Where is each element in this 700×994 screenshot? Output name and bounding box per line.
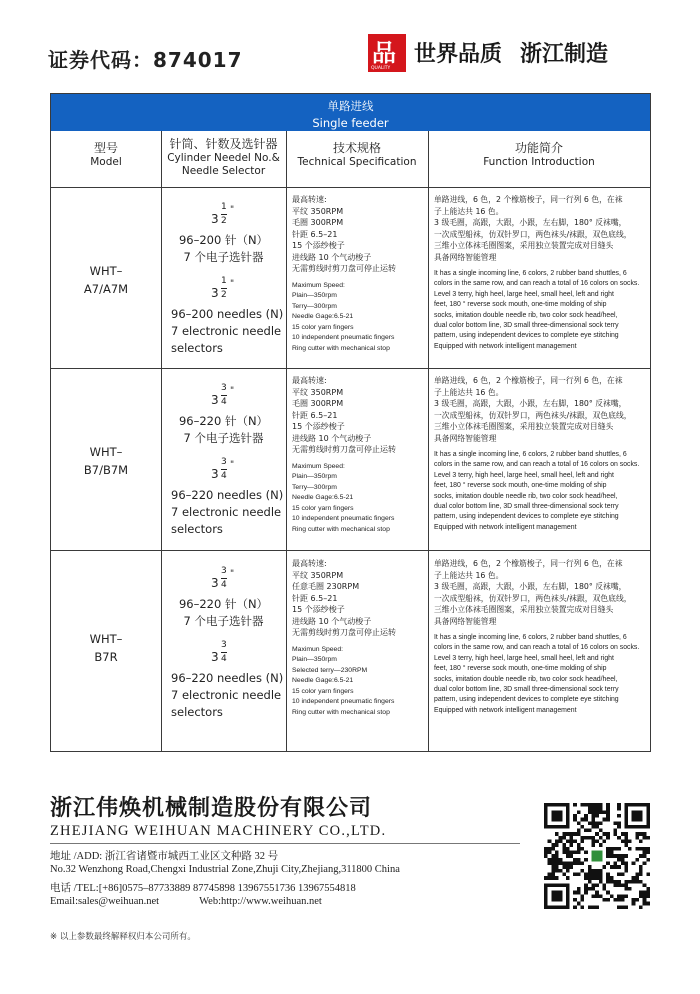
fraction-whole: 3 (211, 393, 219, 407)
function-line: colors in the same row, and can reach a total of 16 colors on socks. (434, 280, 640, 288)
logo-char: 品 (372, 39, 396, 67)
spec-line: 10 independent pneumatic fingers (292, 698, 395, 705)
spec-line: Maximum Speed: (292, 462, 345, 470)
logo-sub: QUALITY (371, 66, 391, 71)
company-name-en: ZHEJIANG WEIHUAN MACHINERY CO.,LTD. (50, 823, 387, 839)
spec-line: Ring cutter with mechanical stop (292, 344, 390, 352)
row-divider (51, 187, 650, 188)
needle-count-en: 96–220 needles (N) (171, 488, 284, 502)
model-line: WHT– (89, 632, 123, 646)
address-en: No.32 Wenzhong Road,Chengxi Industrial Zone,Zhuji City,Zhejiang,311800 China (50, 864, 400, 875)
spec-cell (292, 194, 426, 354)
spec-line: 毛圈 300RPM (292, 399, 344, 408)
column-header-zh: 针筒、针数及选针器 (169, 137, 278, 151)
function-line: 一次成型船袜，仿双针罗口，两色袜头/袜跟，双色底线， (434, 229, 632, 239)
selector-count-en: 7 electronic needle (171, 324, 282, 338)
function-cell (434, 194, 646, 352)
spec-line: 平纹 350RPM (292, 206, 344, 216)
function-line: 三维小立体袜毛圈图案，采用独立装置完成对目缝头 (434, 605, 614, 614)
spec-line: 15 color yarn fingers (292, 687, 354, 695)
fraction-numerator: 3 (221, 383, 227, 393)
spec-line: 无需剪线时剪刀盘可停止运转 (292, 264, 396, 273)
function-line: 一次成型船袜，仿双针罗口，两色袜头/袜跟，双色底线， (434, 593, 632, 603)
function-line: It has a single incoming line, 6 colors, 2 rubber band shuttles, 6 (434, 270, 627, 277)
function-line: 单路进线，6 色，2 个橡筋梭子，同一行列 6 色，在袜 (434, 195, 623, 204)
column-header-en: Cylinder Needel No.& (167, 152, 280, 164)
function-line: colors in the same row, and can reach a total of 16 colors on socks. (434, 644, 640, 652)
banner-title-en: Single feeder (312, 116, 389, 130)
needle-count-en: 96–220 needles (N) (171, 671, 284, 685)
function-line: dual color bottom line, 3D small three-dimensional sock terry (434, 503, 619, 511)
contact-links (50, 896, 322, 907)
spec-line: 15 个添纱梭子 (292, 241, 345, 250)
function-line: 子上能达共 16 色。 (434, 570, 504, 580)
selector-count-en: selectors (171, 705, 223, 719)
fraction-whole: 3 (211, 576, 219, 590)
inch-mark: " (230, 205, 235, 215)
banner-title-zh: 单路进线 (327, 99, 374, 113)
function-line: Level 3 terry, high heel, large heel, small heel, left and right (434, 471, 614, 479)
spec-line: 无需剪线时剪刀盘可停止运转 (292, 445, 396, 454)
spec-line: 10 independent pneumatic fingers (292, 515, 395, 522)
function-line: socks, imitation double needle rib, two color sock head/heel, (434, 675, 618, 683)
function-line: pattern, using independent devices to complete eye stitching (434, 332, 619, 340)
selector-count-zh: 7 个电子选针器 (183, 250, 264, 264)
table-banner (51, 94, 650, 131)
cylinder-size (161, 640, 286, 670)
spec-line: 最高转速: (292, 195, 327, 204)
spec-line: 平纹 350RPM (292, 387, 344, 397)
spec-line: Plain—350rpm (292, 656, 337, 663)
column-header-zh: 型号 (93, 141, 118, 155)
function-line: Level 3 terry, high heel, large heel, small heel, left and right (434, 290, 614, 298)
spec-line: 15 color yarn fingers (292, 323, 354, 331)
function-line: It has a single incoming line, 6 colors, 2 rubber band shuttles, 6 (434, 634, 627, 641)
model-line: B7R (94, 650, 118, 664)
footnote: ※ 以上参数最终解释权归本公司所有。 (50, 932, 196, 942)
cylinder-size (161, 383, 286, 413)
spec-cell (292, 375, 426, 535)
spec-line: Plain—350rpm (292, 473, 337, 480)
function-line: 具备网络智能管理 (434, 252, 497, 262)
fraction-numerator: 1 (221, 276, 227, 286)
cylinder-size (161, 276, 286, 306)
spec-line: 最高转速: (292, 559, 327, 568)
spec-line: 15 个添纱梭子 (292, 605, 345, 614)
function-line: Equipped with network intelligent management (434, 523, 577, 531)
selector-cell (161, 562, 286, 721)
selector-count-zh: 7 个电子选针器 (183, 431, 264, 445)
column-header-en: Function Introduction (483, 156, 595, 168)
telephone: 电话 /TEL:[+86]0575–87733889 87745898 13967551736 13967554818 (50, 883, 356, 894)
function-line: 单路进线，6 色，2 个橡筋梭子，同一行列 6 色，在袜 (434, 559, 623, 568)
fraction-whole: 3 (211, 286, 219, 300)
needle-count-zh: 96–220 针（N） (178, 414, 269, 428)
spec-line: 针距 6.5–21 (292, 229, 338, 239)
spec-line: Selected terry—230RPM (292, 666, 368, 674)
column-header-zh: 技术规格 (332, 141, 381, 155)
needle-count-zh: 96–200 针（N） (178, 233, 269, 247)
function-line: pattern, using independent devices to complete eye stitching (434, 513, 619, 521)
fraction-denominator: 2 (221, 216, 227, 226)
spec-line: 进线路 10 个气动梭子 (292, 252, 372, 262)
fraction-bar (221, 652, 227, 653)
quality-logo (368, 34, 406, 72)
function-line: 具备网络智能管理 (434, 616, 497, 626)
column-header-en: Model (90, 156, 122, 168)
spec-line: 最高转速: (292, 376, 327, 385)
spec-line: 无需剪线时剪刀盘可停止运转 (292, 628, 396, 637)
spec-line: 进线路 10 个气动梭子 (292, 616, 372, 626)
function-line: Equipped with network intelligent management (434, 342, 577, 350)
fraction-denominator: 4 (221, 471, 227, 481)
fraction-denominator: 4 (221, 580, 227, 590)
spec-line: 进线路 10 个气动梭子 (292, 433, 372, 443)
model-cell (51, 630, 161, 666)
spec-line: 针距 6.5–21 (292, 593, 338, 603)
fraction-denominator: 4 (221, 654, 227, 664)
function-line: feet, 180 ° reverse sock mouth, one-time molding of ship (434, 665, 607, 673)
cylinder-size (161, 566, 286, 596)
function-line: pattern, using independent devices to complete eye stitching (434, 696, 619, 704)
inch-mark: " (230, 386, 235, 396)
slogan (414, 37, 608, 68)
function-line: 具备网络智能管理 (434, 433, 497, 443)
fraction-numerator: 3 (221, 457, 227, 467)
qr-code-icon (544, 803, 650, 909)
cylinder-size (161, 202, 286, 232)
row-divider (51, 368, 650, 369)
function-line: 三维小立体袜毛圈图案，采用独立装置完成对目缝头 (434, 422, 614, 431)
inch-mark: " (230, 460, 235, 470)
fraction-bar (221, 214, 227, 215)
function-line: Equipped with network intelligent management (434, 706, 577, 714)
model-line: WHT– (89, 264, 123, 278)
needle-count-en: 96–200 needles (N) (171, 307, 284, 321)
model-cell (51, 443, 161, 479)
function-line: 子上能达共 16 色。 (434, 206, 504, 216)
stock-code: 证券代码：874017 (48, 48, 243, 72)
function-line: dual color bottom line, 3D small three-dimensional sock terry (434, 686, 619, 694)
spec-line: 针距 6.5–21 (292, 410, 338, 420)
slogan-quality: 世界品质 (414, 42, 503, 67)
function-line: colors in the same row, and can reach a total of 16 colors on socks. (434, 461, 640, 469)
spec-line: Terry—300rpm (292, 483, 337, 491)
function-line: 3 级毛圈，高跟，大跟，小跟，左右脚，180° 反袜嘴， (434, 218, 627, 227)
address-zh: 地址 /ADD: 浙江省诸暨市城西工业区文种路 32 号 (50, 851, 279, 862)
function-cell (434, 375, 646, 533)
spec-line: Maximum Speed: (292, 281, 345, 289)
spec-line: 平纹 350RPM (292, 570, 344, 580)
selector-cell (161, 198, 286, 357)
spec-table (50, 93, 651, 752)
spec-line: Ring cutter with mechanical stop (292, 525, 390, 533)
function-line: socks, imitation double needle rib, two color sock head/heel, (434, 492, 618, 500)
fraction-bar (221, 469, 227, 470)
slogan-made-in: 浙江制造 (520, 42, 609, 67)
spec-line: Ring cutter with mechanical stop (292, 708, 390, 716)
function-cell (434, 558, 646, 716)
row-divider (51, 550, 650, 551)
model-line: WHT– (89, 445, 123, 459)
spec-line: 毛圈 300RPM (292, 218, 344, 227)
fraction-bar (221, 288, 227, 289)
column-header-en: Needle Selector (181, 165, 266, 177)
selector-cell (161, 379, 286, 538)
selector-count-en: 7 electronic needle (171, 505, 282, 519)
function-line: dual color bottom line, 3D small three-dimensional sock terry (434, 322, 619, 330)
fraction-whole: 3 (211, 212, 219, 226)
inch-mark: " (230, 569, 235, 579)
fraction-whole: 3 (211, 650, 219, 664)
selector-count-en: 7 electronic needle (171, 688, 282, 702)
spec-line: 10 independent pneumatic fingers (292, 334, 395, 341)
cylinder-size (161, 457, 286, 487)
function-line: It has a single incoming line, 6 colors, 2 rubber band shuttles, 6 (434, 451, 627, 458)
spec-line: Maximun Speed: (292, 645, 344, 653)
function-line: Level 3 terry, high heel, large heel, small heel, left and right (434, 654, 614, 662)
inch-mark: " (230, 279, 235, 289)
model-line: A7/A7M (83, 282, 129, 296)
fraction-whole: 3 (211, 467, 219, 481)
column-divider (428, 131, 429, 751)
spec-line: Plain—350rpm (292, 292, 337, 299)
selector-count-zh: 7 个电子选针器 (183, 614, 264, 628)
selector-count-en: selectors (171, 341, 223, 355)
column-divider (286, 131, 287, 751)
spec-line: Terry—300rpm (292, 302, 337, 310)
fraction-numerator: 1 (221, 202, 227, 212)
model-cell (51, 262, 161, 298)
email-link[interactable]: Email:sales@weihuan.net (50, 896, 160, 907)
function-line: feet, 180 ° reverse sock mouth, one-time molding of ship (434, 301, 607, 309)
function-line: 3 级毛圈，高跟，大跟，小跟，左右脚，180° 反袜嘴， (434, 582, 627, 591)
web-link[interactable]: Web:http://www.weihuan.net (199, 896, 322, 907)
model-line: B7/B7M (83, 463, 129, 477)
fraction-bar (221, 395, 227, 396)
column-header-cylinder (161, 131, 286, 193)
function-line: 三维小立体袜毛圈图案，采用独立装置完成对目缝头 (434, 241, 614, 250)
spec-line: Needle Gage:6.5-21 (292, 677, 354, 684)
function-line: socks, imitation double needle rib, two color sock head/heel, (434, 311, 618, 319)
function-line: 子上能达共 16 色。 (434, 387, 504, 397)
spec-line: 任意毛圈 230RPM (292, 582, 360, 591)
function-line: 一次成型船袜，仿双针罗口，两色袜头/袜跟，双色底线， (434, 410, 632, 420)
fraction-denominator: 2 (221, 290, 227, 300)
fraction-bar (221, 578, 227, 579)
selector-count-en: selectors (171, 522, 223, 536)
function-line: 3 级毛圈，高跟，大跟，小跟，左右脚，180° 反袜嘴， (434, 399, 627, 408)
column-header-zh: 功能简介 (514, 141, 563, 155)
company-name-zh: 浙江伟焕机械制造股份有限公司 (50, 796, 373, 821)
column-header-en: Technical Specification (297, 156, 417, 168)
function-line: feet, 180 ° reverse sock mouth, one-time molding of ship (434, 482, 607, 490)
function-line: 单路进线，6 色，2 个橡筋梭子，同一行列 6 色，在袜 (434, 376, 623, 385)
spec-line: Needle Gage:6.5-21 (292, 494, 354, 501)
fraction-denominator: 4 (221, 397, 227, 407)
fraction-numerator: 3 (221, 640, 227, 650)
spec-line: 15 color yarn fingers (292, 504, 354, 512)
spec-cell (292, 558, 426, 718)
spec-line: 15 个添纱梭子 (292, 422, 345, 431)
fraction-numerator: 3 (221, 566, 227, 576)
spec-line: Needle Gage:6.5-21 (292, 313, 354, 320)
needle-count-zh: 96–220 针（N） (178, 597, 269, 611)
divider (50, 843, 520, 844)
